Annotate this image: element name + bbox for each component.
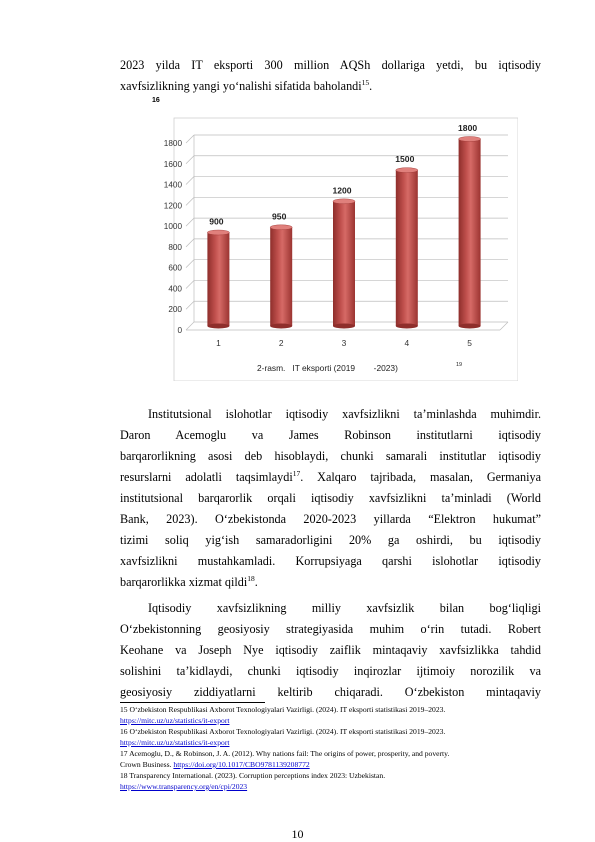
footnote-15-link (120, 716, 229, 727)
text-span: . Xalqaro tajribada, masalan, Germaniya (300, 470, 541, 484)
data-label: 1800 (458, 123, 478, 133)
footnote-15: 15 O‘zbekiston Respublikasi Axborot Texnologiyalari Vazirligi. (2024). IT eksporti statistikasi 2019–2023. (120, 705, 446, 714)
x-tick-label: 2 (278, 338, 284, 348)
data-label: 1200 (332, 185, 352, 196)
paragraph-line: institutsional barqarorlik orqali iqtisodiy xavfsizlikni ta’minladi (World (120, 491, 541, 505)
bar-top (459, 137, 481, 142)
data-label: 900 (209, 216, 224, 227)
paragraph-line: barqarorlikning asosi deb hisoblaydi, chunki samarali institutlar iqtisodiy (120, 449, 541, 463)
chart-caption: 2-rasm. IT eksporti (2019 -2023) (257, 363, 398, 373)
chart-caption-ref: 19 (456, 362, 463, 368)
chart-svg (146, 96, 518, 381)
x-tick-label: 3 (341, 338, 347, 348)
footnote-16: 16 O‘zbekiston Respublikasi Axborot Texnologiyalari Vazirligi. (2024). IT eksporti statistikasi 2019–2023. (120, 727, 446, 736)
y-tick-label: 800 (168, 242, 182, 252)
footnote-rule (120, 702, 265, 703)
bar-top (270, 225, 292, 230)
footnote-17: 17 Acemoglu, D., & Robinson, J. A. (2012). Why nations fail: The origins of power, prosperity, and poverty. (120, 749, 450, 758)
y-tick-label: 600 (168, 263, 182, 273)
footnote-link[interactable]: https://www.transparency.org/en/cpi/2023 (120, 782, 248, 791)
y-tick-label: 1400 (163, 180, 182, 190)
paragraph-line (120, 467, 541, 488)
bar (396, 170, 418, 326)
bar (270, 227, 292, 326)
bar-chart (146, 96, 518, 381)
footnote-18-link (120, 782, 247, 793)
paragraph-line: Iqtisodiy xavfsizlikning milliy xavfsizlik bilan bog‘liqligi (148, 601, 541, 615)
paragraph-line: Institutsional islohotlar iqtisodiy xavfsizlikni ta’minlashda muhimdir. (148, 407, 541, 421)
x-tick-label: 1 (216, 338, 221, 348)
y-tick-label: 0 (177, 326, 182, 335)
text-span: . (369, 79, 373, 93)
paragraph-line: solishini ta’kidlaydi, chunki iqtisodiy inqirozlar ijtimoiy norozilik va (120, 664, 541, 678)
bar (333, 201, 355, 326)
footnote-ref: 15 (361, 78, 370, 87)
text-span: . (254, 575, 258, 589)
text-span: barqarorlikka xizmat qildi (120, 575, 248, 589)
text-span: resurslarni adolatli taqsimlaydi (120, 470, 293, 484)
footnote-link[interactable]: https://doi.org/10.1017/CBO9781139208772 (173, 760, 310, 769)
paragraph-line (120, 572, 541, 593)
data-label: 950 (272, 211, 287, 222)
y-tick-label: 1600 (163, 159, 182, 169)
bar-base (459, 324, 481, 329)
footnote-ref: 18 (247, 574, 255, 583)
y-tick-label: 1800 (163, 139, 182, 148)
text-span: Crown Business. (120, 760, 172, 769)
bar (459, 139, 481, 326)
text-span: xavfsizlikning yangi yo‘nalishi sifatida baholandi (120, 79, 362, 93)
bar-top (207, 230, 229, 235)
paragraph-line: Keohane va Joseph Nye iqtisodiy zaiflik mintaqaviy xavfsizlikka tahdid (120, 643, 541, 657)
y-tick-label: 400 (168, 284, 182, 294)
paragraph-line (120, 76, 541, 97)
paragraph-line: xavfsizlikni mustahkamladi. Korrupsiyaga qarshi islohotlar iqtisodiy (120, 554, 541, 568)
chart-footnote-ref: 16 (152, 97, 160, 104)
footnote-link[interactable]: https://mitc.uz/uz/statistics/it-export (120, 716, 230, 725)
paragraph-line: 2023 yilda IT eksporti 300 million AQSh dollariga yetdi, bu iqtisodiy (120, 58, 541, 72)
x-tick-label: 5 (467, 338, 472, 348)
y-tick-label: 1200 (163, 201, 182, 211)
y-tick-label: 1000 (163, 222, 182, 232)
paragraph-line: tizimi soliq yig‘ish samaradorligini 20% ga oshirdi, bu iqtisodiy (120, 533, 541, 547)
bar-base (207, 324, 229, 329)
footnote-17-cont (120, 760, 310, 771)
bar-base (270, 324, 292, 329)
footnote-link[interactable]: https://mitc.uz/uz/statistics/it-export (120, 738, 230, 747)
bar-top (333, 199, 355, 204)
paragraph-line: Bank, 2023). O‘zbekistonda 2020-2023 yillarda “Elektron hukumat” (120, 512, 541, 526)
y-tick-label: 200 (168, 305, 182, 315)
footnote-ref: 17 (292, 469, 301, 478)
page-number: 10 (291, 827, 304, 841)
paragraph-line: O‘zbekistonning geosiyosiy strategiyasida muhim o‘rin tutadi. Robert (120, 622, 541, 636)
data-label: 1500 (395, 154, 415, 165)
bar-top (396, 168, 418, 173)
bar-base (333, 324, 355, 329)
x-tick-label: 4 (404, 338, 410, 348)
footnote-18: 18 Transparency International. (2023). Corruption perceptions index 2023: Uzbekistan. (120, 771, 386, 780)
bar-base (396, 324, 418, 329)
paragraph-line: Daron Acemoglu va James Robinson institutlarni iqtisodiy (120, 428, 541, 442)
paragraph-line: geosiyosiy ziddiyatlarni keltirib chiqaradi. O‘zbekiston mintaqaviy (120, 685, 541, 699)
footnote-16-link (120, 738, 229, 749)
bar (207, 233, 229, 327)
